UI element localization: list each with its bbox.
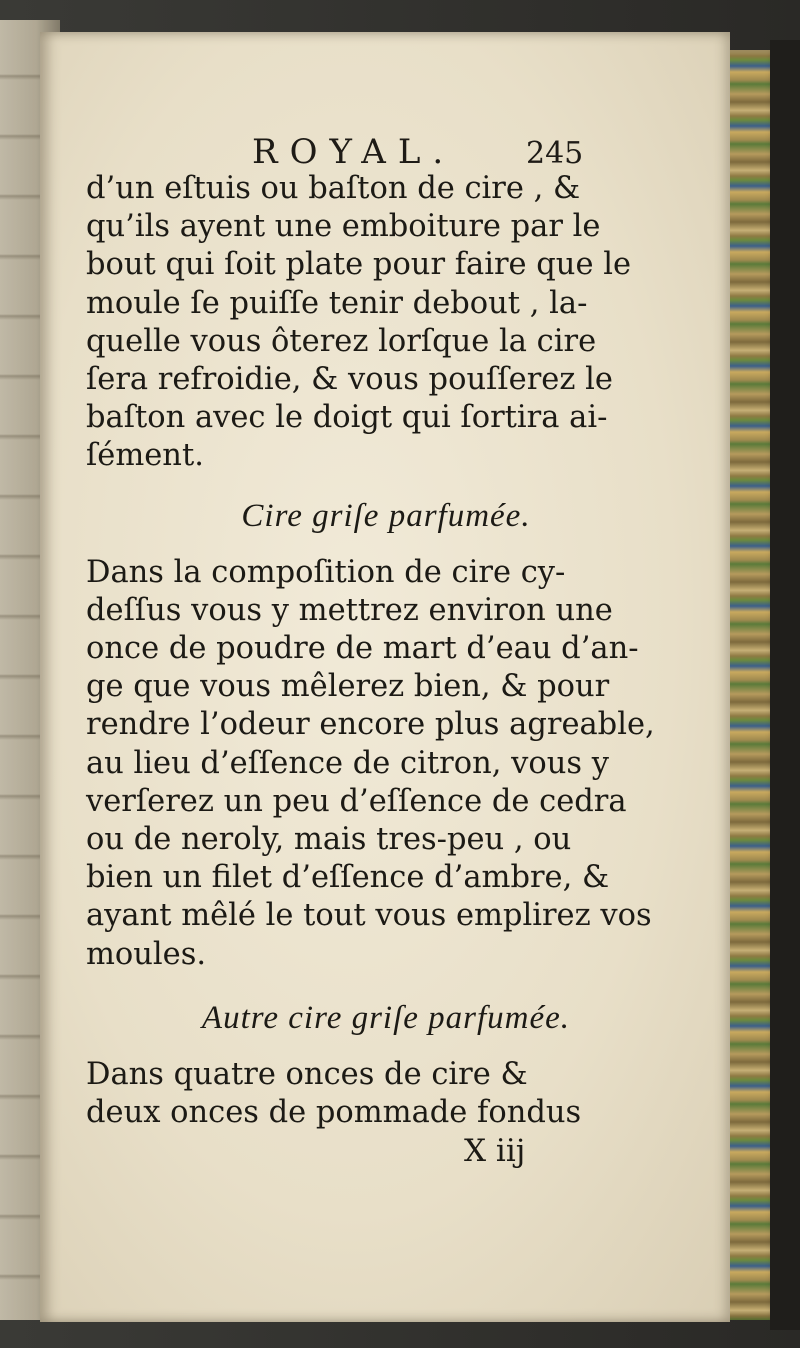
page-number: 245 bbox=[526, 136, 584, 171]
signature-mark: X iij bbox=[464, 1133, 526, 1170]
paragraph-2 bbox=[86, 554, 686, 974]
text-line: once de poudre de mart d’eau d’an- bbox=[86, 631, 639, 667]
text-line: ge que vous mêlerez bien, & pour bbox=[86, 669, 610, 705]
section-heading: Autre cire griſe parfumée. bbox=[201, 999, 571, 1036]
text-line: bien un filet d’eſſence d’ambre, & bbox=[86, 860, 610, 896]
text-line: moule ſe puiſſe tenir debout , la- bbox=[86, 285, 588, 321]
book-cover-edge bbox=[770, 40, 800, 1330]
paragraph-3 bbox=[86, 1056, 686, 1132]
text-line: rendre l’odeur encore plus agreable, bbox=[86, 707, 655, 743]
text-line: verſerez un peu d’eſſence de cedra bbox=[86, 783, 627, 819]
paragraph-1 bbox=[86, 170, 686, 476]
text-line: Dans quatre onces de cire & bbox=[86, 1056, 528, 1092]
text-line: moules. bbox=[86, 936, 207, 972]
text-line: ayant mêlé le tout vous emplirez vos bbox=[86, 898, 652, 934]
book-page bbox=[40, 32, 730, 1322]
text-line: ou de neroly, mais tres-peu , ou bbox=[86, 822, 572, 858]
text-line: bout qui ſoit plate pour faire que le bbox=[86, 247, 631, 283]
text-line: Dans la compoſition de cire cy- bbox=[86, 554, 566, 590]
text-line: deſſus vous y mettrez environ une bbox=[86, 592, 613, 628]
text-line: baſton avec le doigt qui ſortira ai- bbox=[86, 400, 608, 436]
text-line: d’un eſtuis ou baſton de cire , & bbox=[86, 171, 581, 206]
page-text bbox=[86, 170, 686, 1170]
text-line: deux onces de pommade fondus bbox=[86, 1095, 582, 1131]
text-line: qu’ils ayent une emboiture par le bbox=[86, 209, 601, 245]
section-heading: Cire griſe parfumée. bbox=[241, 497, 531, 534]
text-line: ſera refroidie, & vous pouſſerez le bbox=[86, 362, 613, 398]
text-line: quelle vous ôterez lorſque la cire bbox=[86, 323, 597, 359]
text-line: ſément. bbox=[86, 438, 204, 474]
text-line: au lieu d’eſſence de citron, vous y bbox=[86, 745, 609, 781]
running-head: ROYAL. bbox=[252, 132, 456, 172]
